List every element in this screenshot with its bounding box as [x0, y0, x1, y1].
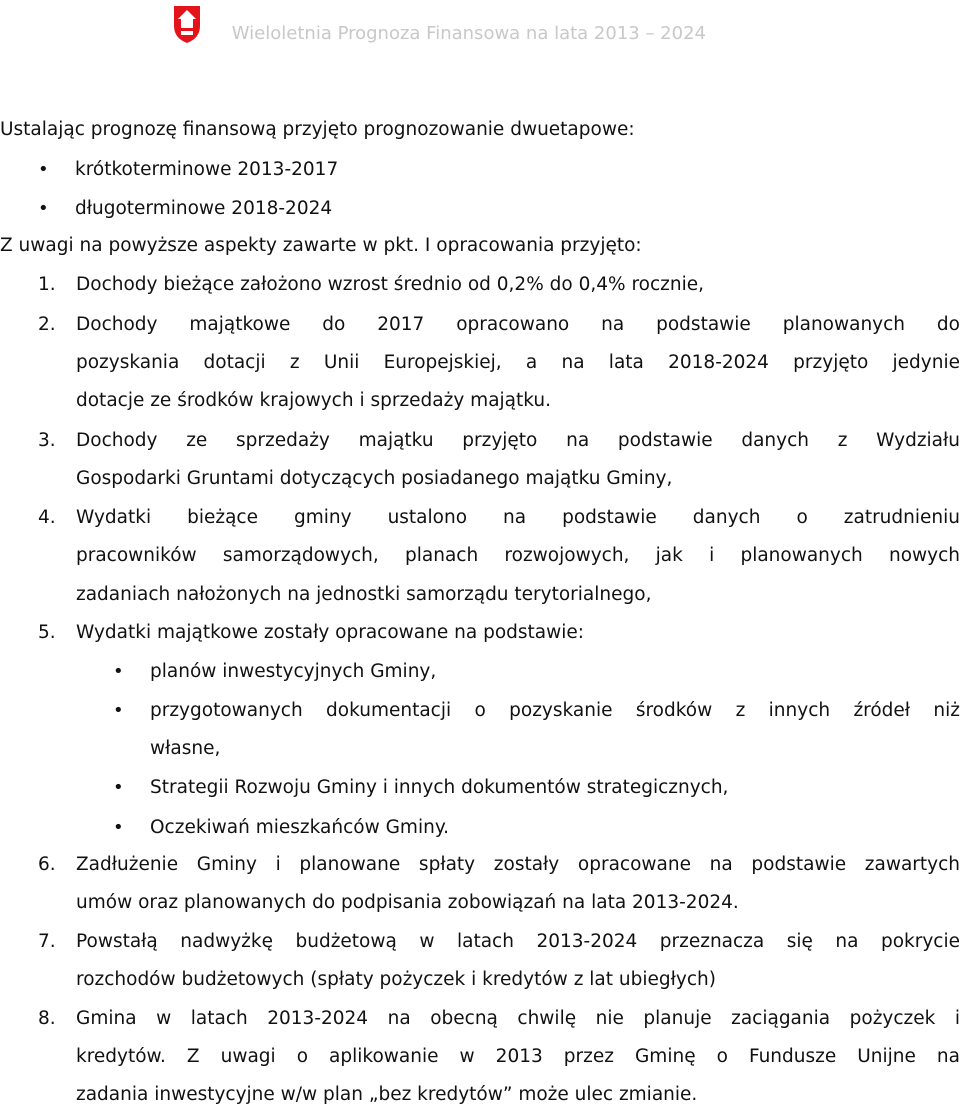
sub-item: Oczekiwań mieszkańców Gminy.	[150, 817, 450, 838]
item-line: dotacje ze środków krajowych i sprzedaży majątku.	[76, 390, 552, 411]
red-shield-logo-icon	[172, 4, 202, 44]
item-number: 8.	[38, 1008, 56, 1029]
item-line: Wydatki bieżące gminy ustalono na podstawie danych o zatrudnieniu	[76, 507, 960, 528]
item-line: rozchodów budżetowych (spłaty pożyczek i kredytów z lat ubiegłych)	[76, 969, 716, 990]
document-header-title: Wieloletnia Prognoza Finansowa na lata 2013 – 2024	[231, 23, 706, 44]
item-line: Dochody ze sprzedaży majątku przyjęto na podstawie danych z Wydziału	[76, 430, 960, 451]
bullet-icon: •	[113, 777, 124, 798]
item-line: Dochody bieżące założono wzrost średnio od 0,2% do 0,4% rocznie,	[76, 274, 705, 295]
intro-paragraph: Ustalając prognozę finansową przyjęto prognozowanie dwuetapowe:	[0, 119, 635, 140]
item-line: Dochody majątkowe do 2017 opracowano na podstawie planowanych do	[76, 314, 960, 335]
item-line: Powstałą nadwyżkę budżetową w latach 2013-2024 przeznacza się na pokrycie	[76, 931, 960, 952]
item-number: 4.	[38, 507, 56, 528]
item-line: zadaniach nałożonych na jednostki samorządu terytorialnego,	[76, 584, 652, 605]
item-line: pracowników samorządowych, planach rozwojowych, jak i planowanych nowych	[76, 545, 960, 566]
bullet-icon: •	[38, 198, 49, 219]
item-number: 6.	[38, 854, 56, 875]
item-number: 1.	[38, 274, 56, 295]
lead-paragraph: Z uwagi na powyższe aspekty zawarte w pkt. I opracowania przyjęto:	[0, 235, 642, 256]
item-line: Gmina w latach 2013-2024 na obecną chwilę nie planuje zaciągania pożyczek i	[76, 1008, 960, 1029]
bullet-icon: •	[38, 159, 49, 180]
phase-item: krótkoterminowe 2013-2017	[75, 159, 339, 180]
item-line: kredytów. Z uwagi o aplikowanie w 2013 przez Gminę o Fundusze Unijne na	[76, 1046, 960, 1067]
item-line: Wydatki majątkowe zostały opracowane na podstawie:	[76, 622, 584, 643]
item-number: 3.	[38, 430, 56, 451]
item-line: pozyskania dotacji z Unii Europejskiej, a na lata 2018-2024 przyjęto jedynie	[76, 352, 960, 373]
item-line: umów oraz planowanych do podpisania zobowiązań na lata 2013-2024.	[76, 892, 739, 913]
sub-item: własne,	[150, 738, 221, 759]
bullet-icon: •	[113, 661, 124, 682]
item-line: Gospodarki Gruntami dotyczących posiadanego majątku Gminy,	[76, 468, 673, 489]
sub-item: Strategii Rozwoju Gminy i innych dokumentów strategicznych,	[150, 777, 729, 798]
sub-item: planów inwestycyjnych Gminy,	[150, 661, 437, 682]
bullet-icon: •	[113, 700, 124, 721]
bullet-icon: •	[113, 817, 124, 838]
item-number: 2.	[38, 314, 56, 335]
sub-item: przygotowanych dokumentacji o pozyskanie środków z innych źródeł niż	[150, 700, 960, 721]
item-number: 7.	[38, 931, 56, 952]
item-number: 5.	[38, 622, 56, 643]
item-line: Zadłużenie Gminy i planowane spłaty zostały opracowane na podstawie zawartych	[76, 854, 960, 875]
phase-item: długoterminowe 2018-2024	[75, 198, 333, 219]
item-line: zadania inwestycyjne w/w plan „bez kredytów” może ulec zmianie.	[76, 1084, 698, 1105]
